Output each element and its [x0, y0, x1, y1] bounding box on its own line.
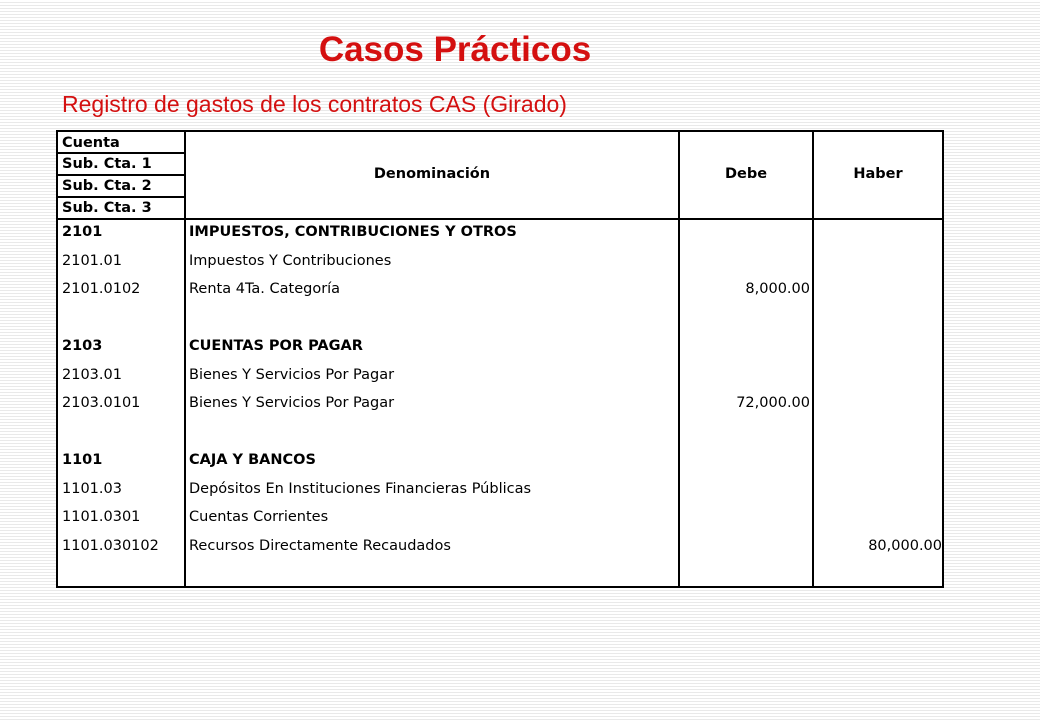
- table-row-cuenta: 2101.0102: [62, 281, 141, 297]
- header-sub-cta-3: Sub. Cta. 3: [62, 200, 152, 216]
- table-row-cuenta: 1101: [62, 452, 103, 468]
- header-debe: Debe: [724, 166, 768, 182]
- header-bottom-line: [58, 218, 942, 220]
- table-row-cuenta: 2103.0101: [62, 395, 141, 411]
- table-row-denominacion: Bienes Y Servicios Por Pagar: [189, 367, 395, 383]
- header-sub-cta-1: Sub. Cta. 1: [62, 156, 152, 172]
- table-row-denominacion: CAJA Y BANCOS: [189, 452, 316, 468]
- table-row-cuenta: 2101: [62, 224, 103, 240]
- table-row-denominacion: Impuestos Y Contribuciones: [189, 253, 392, 269]
- table-row-cuenta: 2103: [62, 338, 103, 354]
- table-row-denominacion: CUENTAS POR PAGAR: [189, 338, 363, 354]
- header-sub-cta-2: Sub. Cta. 2: [62, 178, 152, 194]
- table-row-denominacion: Cuentas Corrientes: [189, 509, 329, 525]
- table-row-cuenta: 1101.03: [62, 481, 122, 497]
- table-row-debe: 8,000.00: [745, 281, 810, 297]
- column-divider: [812, 132, 814, 586]
- table-row-cuenta: 1101.0301: [62, 509, 141, 525]
- table-row-cuenta: 1101.030102: [62, 538, 159, 554]
- table-row-denominacion: IMPUESTOS, CONTRIBUCIONES Y OTROS: [189, 224, 517, 240]
- header-haber: Haber: [853, 166, 903, 182]
- table-row-denominacion: Recursos Directamente Recaudados: [189, 538, 451, 554]
- header-cuenta: Cuenta: [62, 135, 120, 151]
- header-denominacion: Denominación: [373, 166, 491, 182]
- page-subtitle: Registro de gastos de los contratos CAS (Girado): [62, 91, 567, 117]
- table-row-denominacion: Depósitos En Instituciones Financieras Públicas: [189, 481, 532, 497]
- table-row-debe: 72,000.00: [736, 395, 810, 411]
- column-divider: [184, 132, 186, 586]
- table-row-haber: 80,000.00: [868, 538, 942, 554]
- column-divider: [678, 132, 680, 586]
- table-row-denominacion: Renta 4Ta. Categoría: [189, 281, 341, 297]
- table-row-cuenta: 2101.01: [62, 253, 122, 269]
- table-row-denominacion: Bienes Y Servicios Por Pagar: [189, 395, 395, 411]
- table-row-cuenta: 2103.01: [62, 367, 122, 383]
- page-title: Casos Prácticos: [318, 30, 592, 69]
- ledger-table: [56, 130, 944, 588]
